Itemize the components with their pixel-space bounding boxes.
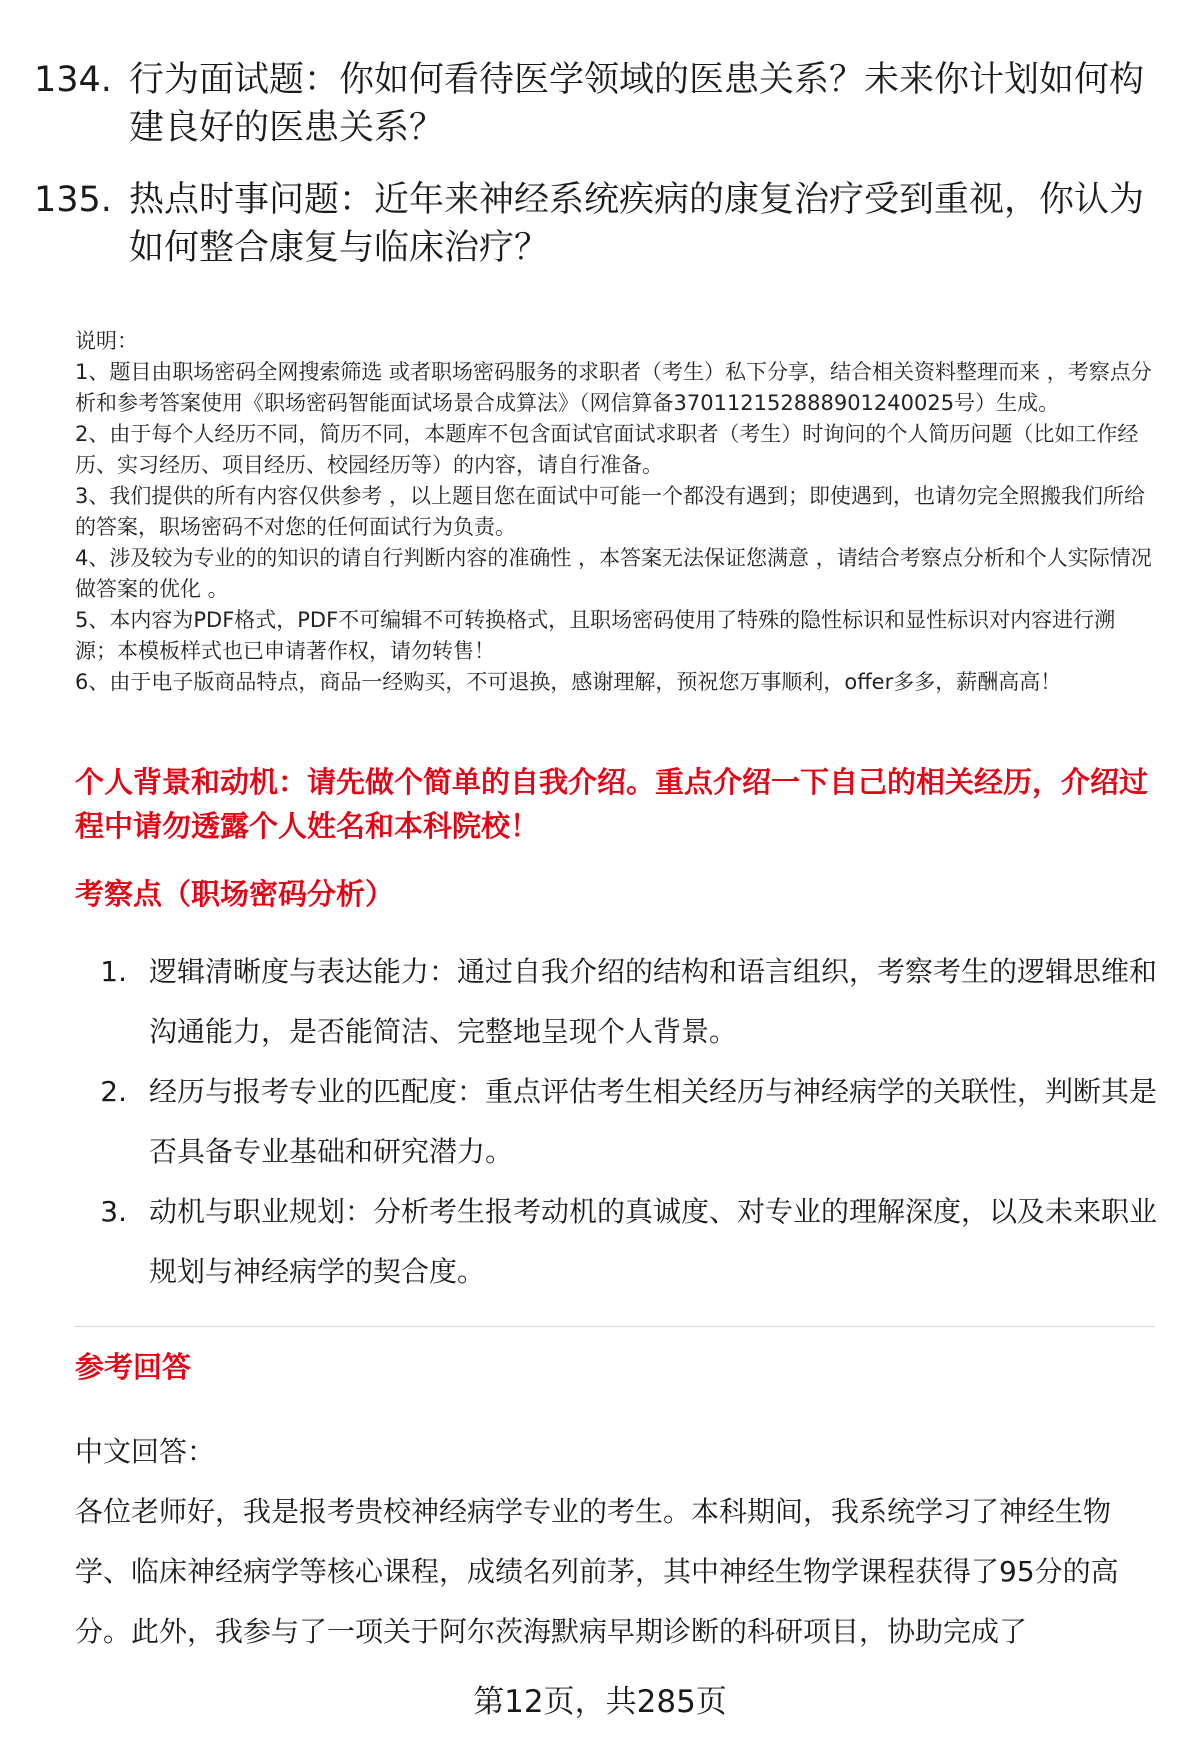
reference-heading: 参考回答 — [75, 1350, 192, 1384]
question-text: 热点时事问题：近年来神经系统疾病的康复治疗受到重视，你认为如何整合康复与临床治疗？ — [129, 180, 1145, 268]
page-footer: 第12页，共285页 — [473, 1684, 727, 1720]
question-135 — [34, 176, 1154, 272]
reference-answer — [75, 1422, 1165, 1662]
answer-label: 中文回答： — [75, 1435, 216, 1468]
interview-prompt: 个人背景和动机：请先做个简单的自我介绍。重点介绍一下自己的相关经历，介绍过程中请勿透露个人姓名和本科院校！ — [75, 765, 1149, 843]
point-number: 3. — [100, 1195, 127, 1228]
question-number: 134. — [34, 60, 112, 100]
point-number: 2. — [100, 1075, 127, 1108]
note-item: 2、由于每个人经历不同，简历不同，本题库不包含面试官面试求职者（考生）时询问的个人简历问题（比如工作经历、实习经历、项目经历、校园经历等）的内容，请自行准备。 — [75, 422, 1139, 477]
note-item: 4、涉及较为专业的的知识的请自行判断内容的准确性 ，本答案无法保证您满意 ，请结合考察点分析和个人实际情况做答案的优化 。 — [75, 546, 1152, 601]
note-item: 6、由于电子版商品特点，商品一经购买，不可退换，感谢理解，预祝您万事顺利，offer多多，薪酬高高！ — [75, 670, 1062, 694]
analysis-point — [75, 1062, 1165, 1182]
point-text: 动机与职业规划：分析考生报考动机的真诚度、对专业的理解深度，以及未来职业规划与神经病学的契合度。 — [149, 1195, 1158, 1288]
notes-title: 说明： — [75, 329, 138, 353]
analysis-point — [75, 1182, 1165, 1302]
answer-body: 各位老师好，我是报考贵校神经病学专业的考生。本科期间，我系统学习了神经生物学、临床神经病学等核心课程，成绩名列前茅，其中神经生物学课程获得了95分的高分。此外，我参与了一项关于阿尔茨海默病早期诊断的科研项目，协助完成了 — [75, 1495, 1119, 1648]
note-item: 3、我们提供的所有内容仅供参考 ，以上题目您在面试中可能一个都没有遇到；即使遇到，也请勿完全照搬我们所给的答案，职场密码不对您的任何面试行为负责。 — [75, 484, 1146, 539]
point-number: 1. — [100, 955, 127, 988]
point-text: 逻辑清晰度与表达能力：通过自我介绍的结构和语言组织，考察考生的逻辑思维和沟通能力，是否能简洁、完整地呈现个人背景。 — [149, 955, 1158, 1048]
question-134 — [34, 56, 1154, 152]
section-divider — [75, 1326, 1155, 1327]
point-text: 经历与报考专业的匹配度：重点评估考生相关经历与神经病学的关联性，判断其是否具备专业基础和研究潜力。 — [149, 1075, 1158, 1168]
question-text: 行为面试题：你如何看待医学领域的医患关系？未来你计划如何构建良好的医患关系？ — [129, 60, 1145, 148]
analysis-points — [75, 942, 1165, 1302]
analysis-heading: 考察点（职场密码分析） — [75, 877, 395, 911]
analysis-point — [75, 942, 1165, 1062]
note-item: 5、本内容为PDF格式，PDF不可编辑不可转换格式，且职场密码使用了特殊的隐性标识和显性标识对内容进行溯源；本模板样式也已申请著作权，请勿转售！ — [75, 608, 1116, 663]
note-item: 1、题目由职场密码全网搜索筛选 或者职场密码服务的求职者（考生）私下分享，结合相关资料整理而来 ，考察点分析和参考答案使用《职场密码智能面试场景合成算法》（网信算备370112152888901240025号）生成。 — [75, 360, 1152, 415]
question-number: 135. — [34, 180, 112, 220]
disclaimer-notes — [75, 326, 1155, 698]
